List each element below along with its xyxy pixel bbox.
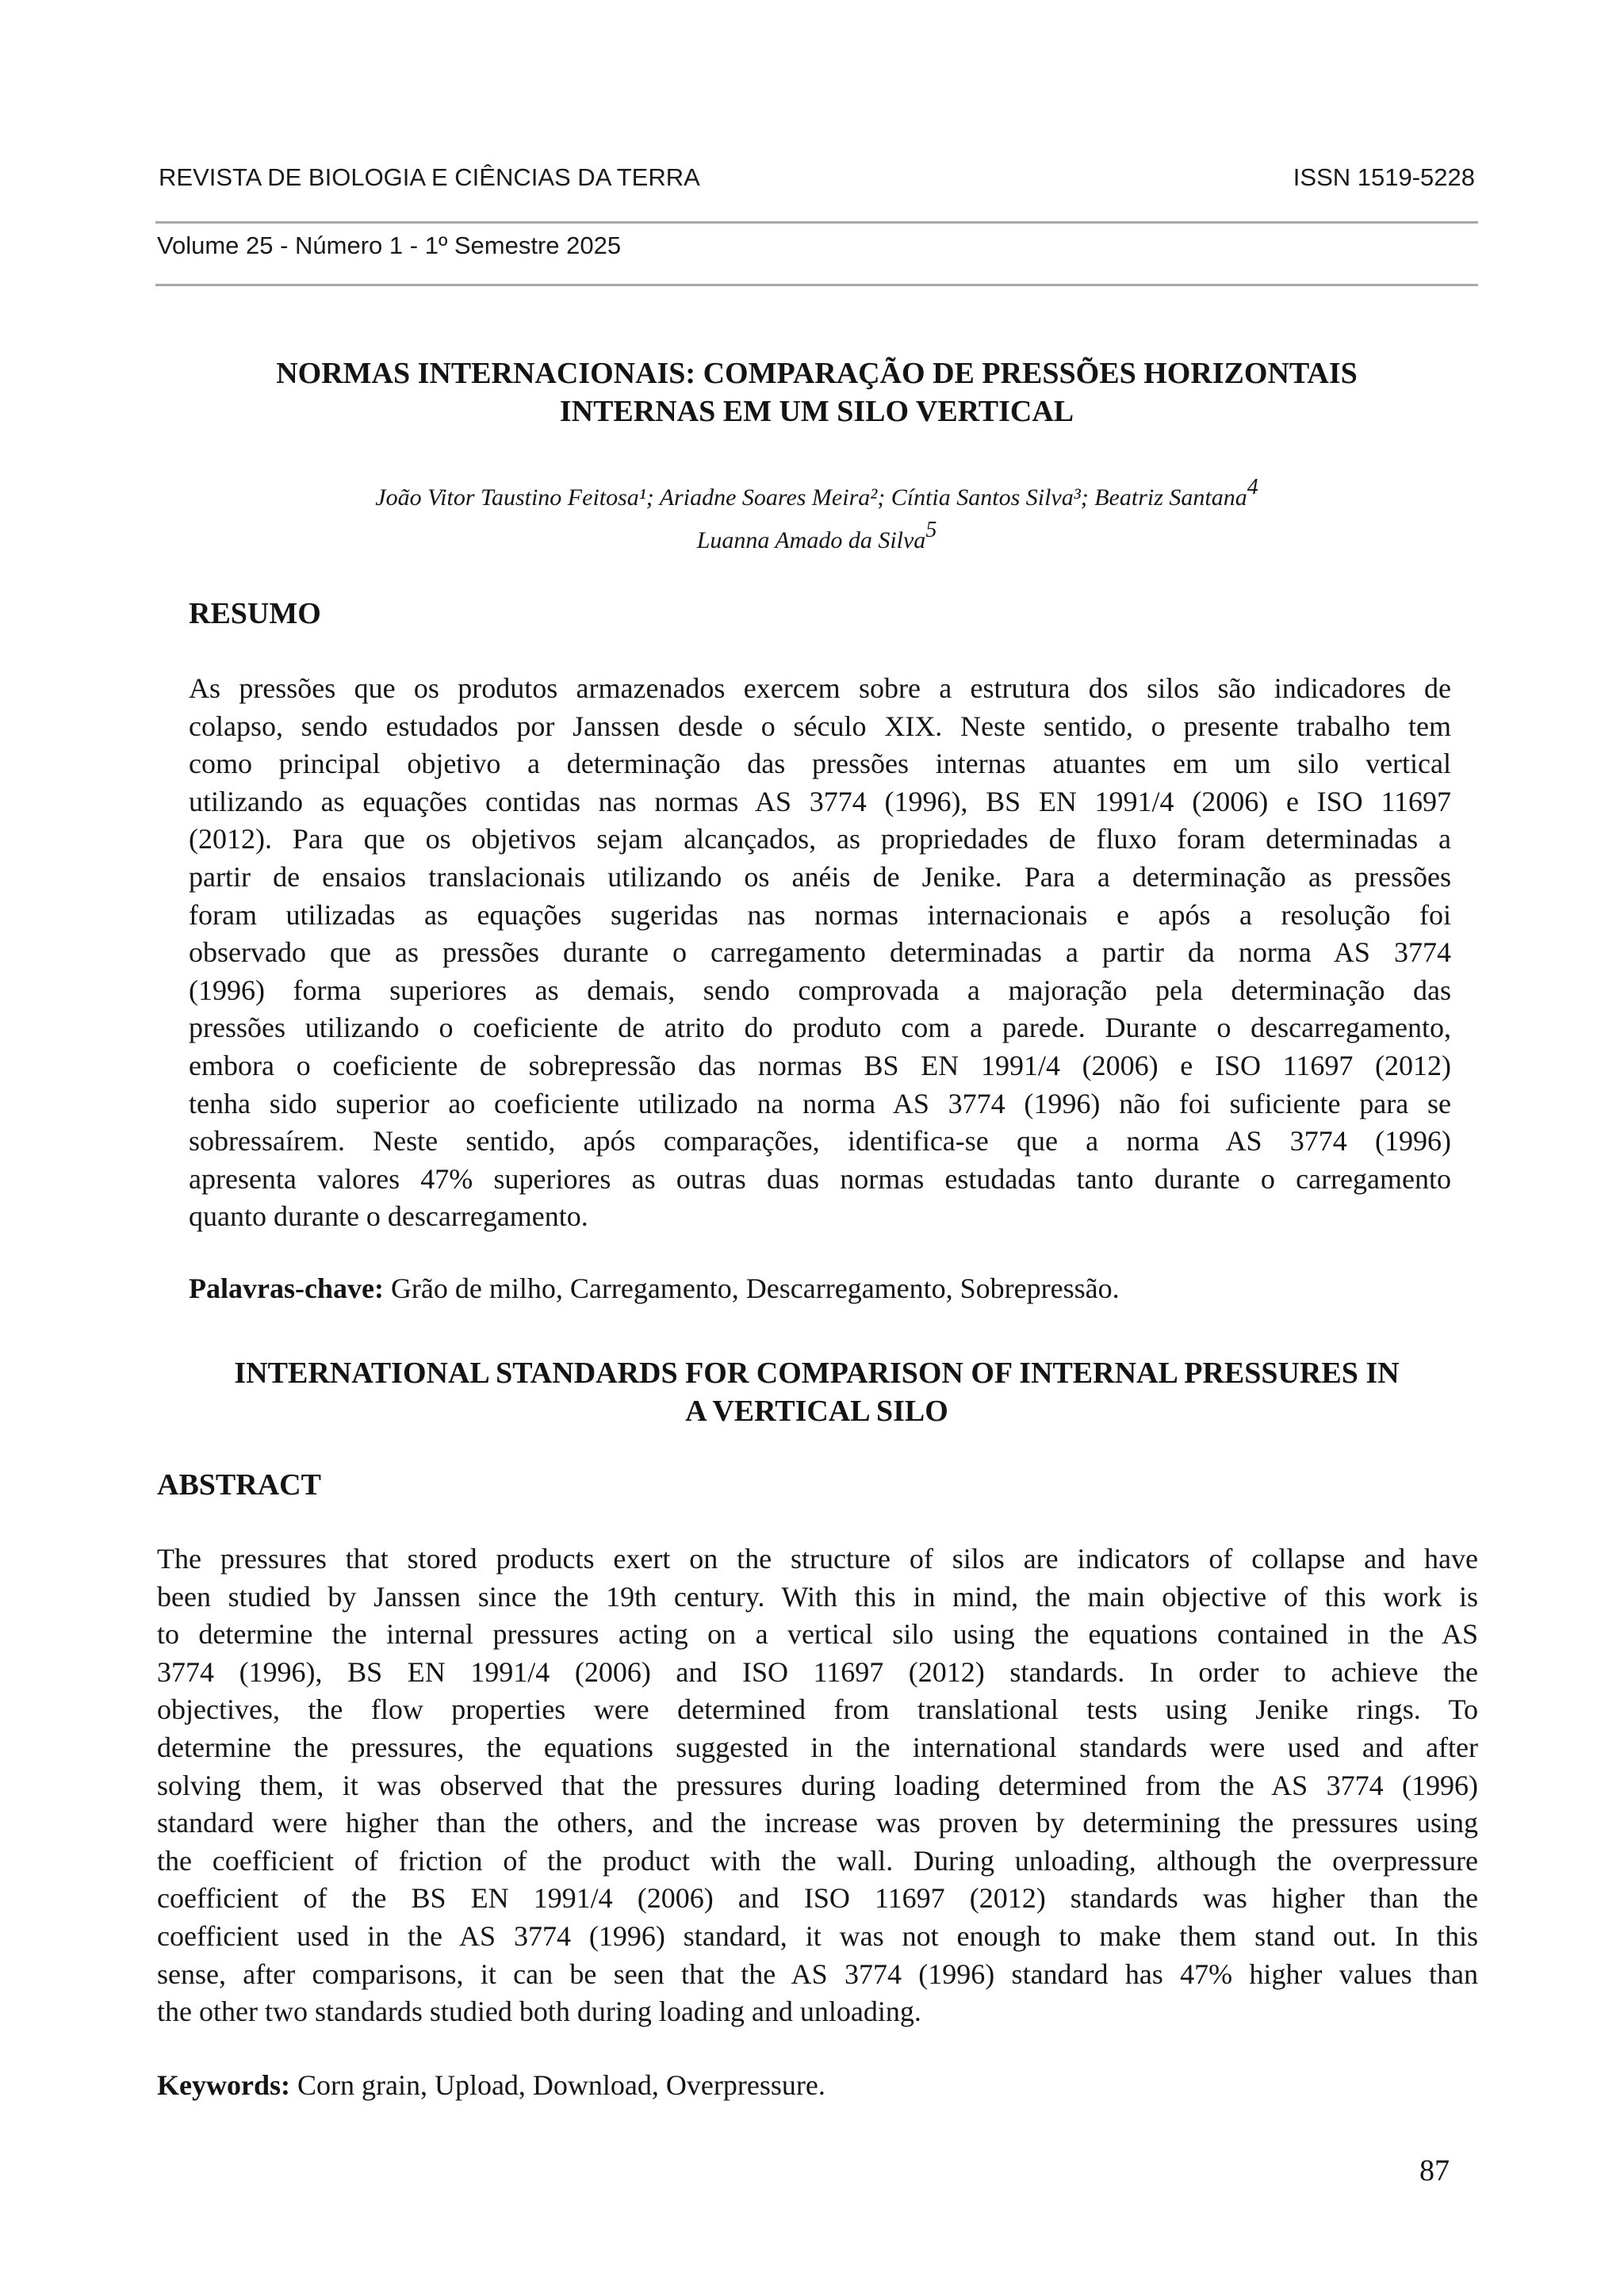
abstract-line: 3774 (1996), BS EN 1991/4 (2006) and ISO 11697 (2012) standards. In order to achieve the [157,1655,1478,1688]
abstract-line: the other two standards studied both during loading and unloading. [157,1996,921,2028]
resumo-line: (2012). Para que os objetivos sejam alcançados, as propriedades de fluxo foram determinadas a [189,823,1451,855]
resumo-line: observado que as pressões durante o carregamento determinadas a partir da norma AS 3774 [189,936,1451,969]
abstract-heading: ABSTRACT [157,1468,321,1502]
page-number: 87 [1419,2154,1450,2187]
header-rule-top [155,221,1478,224]
title-pt-line-2: INTERNAS EM UM SILO VERTICAL [559,395,1074,428]
resumo-line: sobressaírem. Neste sentido, após comparações, identifica-se que a norma AS 3774 (1996) [189,1125,1451,1158]
abstract-line: solving them, it was observed that the pressures during loading determined from the AS 3774 (1996) [157,1769,1478,1801]
volume-info: Volume 25 - Número 1 - 1º Semestre 2025 [157,232,622,259]
authors-line-1 [159,474,1475,522]
resumo-keywords-text: Grão de milho, Carregamento, Descarregamento, Sobrepressão. [383,1272,1120,1304]
resumo-keywords [189,1269,1451,1307]
abstract-line: determine the pressures, the equations suggested in the international standards were used and after [157,1731,1478,1763]
resumo-line: colapso, sendo estudados por Janssen desde o século XIX. Neste sentido, o presente trabalho tem [189,710,1451,742]
author-list [159,474,1475,564]
abstract-line: sense, after comparisons, it can be seen that the AS 3774 (1996) standard has 47% higher values than [157,1957,1478,1990]
resumo-keywords-label: Palavras-chave: [189,1272,384,1304]
abstract-line: coefficient used in the AS 3774 (1996) standard, it was not enough to make them stand out. In this [157,1919,1478,1952]
title-en-line-2: A VERTICAL SILO [685,1395,948,1428]
authors-line-2 [159,517,1475,564]
abstract-line: coefficient of the BS EN 1991/4 (2006) and ISO 11697 (2012) standards was higher than the [157,1882,1478,1915]
title-en-line-1: INTERNATIONAL STANDARDS FOR COMPARISON OF INTERNAL PRESSURES IN [234,1357,1400,1390]
resumo-line: apresenta valores 47% superiores as outras duas normas estudadas tanto durante o carregamento [189,1162,1451,1195]
authors-line-1-text: João Vitor Taustino Feitosa¹; Ariadne Soares Meira²; Cíntia Santos Silva³; Beatriz Santana [375,484,1247,511]
issn: ISSN 1519-5228 [1293,163,1475,191]
resumo-line: tenha sido superior ao coeficiente utilizado na norma AS 3774 (1996) não foi suficiente para se [189,1087,1451,1119]
resumo-line: utilizando as equações contidas nas normas AS 3774 (1996), BS EN 1991/4 (2006) e ISO 11697 [189,785,1451,817]
abstract-line: the coefficient of friction of the product with the wall. During unloading, although the overpressure [157,1844,1478,1877]
abstract-line: objectives, the flow properties were determined from translational tests using Jenike rings. To [157,1693,1478,1726]
abstract-body [157,1540,1478,2104]
resumo-heading: RESUMO [189,597,321,630]
article-title-en [159,1354,1475,1430]
resumo-line: partir de ensaios translacionais utilizando os anéis de Jenike. Para a determinação as pressões [189,860,1451,893]
article-title-pt [159,354,1475,430]
resumo-line: (1996) forma superiores as demais, sendo comprovada a majoração pela determinação das [189,974,1451,1006]
abstract-keywords-label: Keywords: [157,2068,290,2101]
abstract-line: standard were higher than the others, and the increase was proven by determining the pressures using [157,1807,1478,1839]
author-5-marker: 5 [925,518,937,542]
resumo-line: embora o coeficiente de sobrepressão das normas BS EN 1991/4 (2006) e ISO 11697 (2012) [189,1049,1451,1081]
abstract-line: The pressures that stored products exert on the structure of silos are indicators of collapse and have [157,1543,1478,1575]
author-4-marker: 4 [1247,475,1258,499]
resumo-line: foram utilizadas as equações sugeridas nas normas internacionais e após a resolução foi [189,898,1451,931]
resumo-line: As pressões que os produtos armazenados exercem sobre a estrutura dos silos são indicadores de [189,672,1451,704]
resumo-line: pressões utilizando o coeficiente de atrito do produto com a parede. Durante o descarregamento, [189,1012,1451,1044]
abstract-keywords-text: Corn grain, Upload, Download, Overpressure. [289,2068,825,2101]
abstract-line: to determine the internal pressures acting on a vertical silo using the equations contained in the AS [157,1618,1478,1651]
journal-name: REVISTA DE BIOLOGIA E CIÊNCIAS DA TERRA [159,163,700,191]
header-rule-bottom [155,284,1478,286]
title-pt-line-1: NORMAS INTERNACIONAIS: COMPARAÇÃO DE PRESSÕES HORIZONTAIS [276,357,1358,390]
running-header [159,163,1475,192]
resumo-line: quanto durante o descarregamento. [189,1200,588,1233]
abstract-keywords [157,2066,1478,2104]
abstract-line: been studied by Janssen since the 19th century. With this in mind, the main objective of this work is [157,1580,1478,1613]
resumo-line: como principal objetivo a determinação das pressões internas atuantes em um silo vertical [189,748,1451,780]
resumo-body [189,670,1451,1307]
authors-line-2-text: Luanna Amado da Silva [696,527,926,553]
